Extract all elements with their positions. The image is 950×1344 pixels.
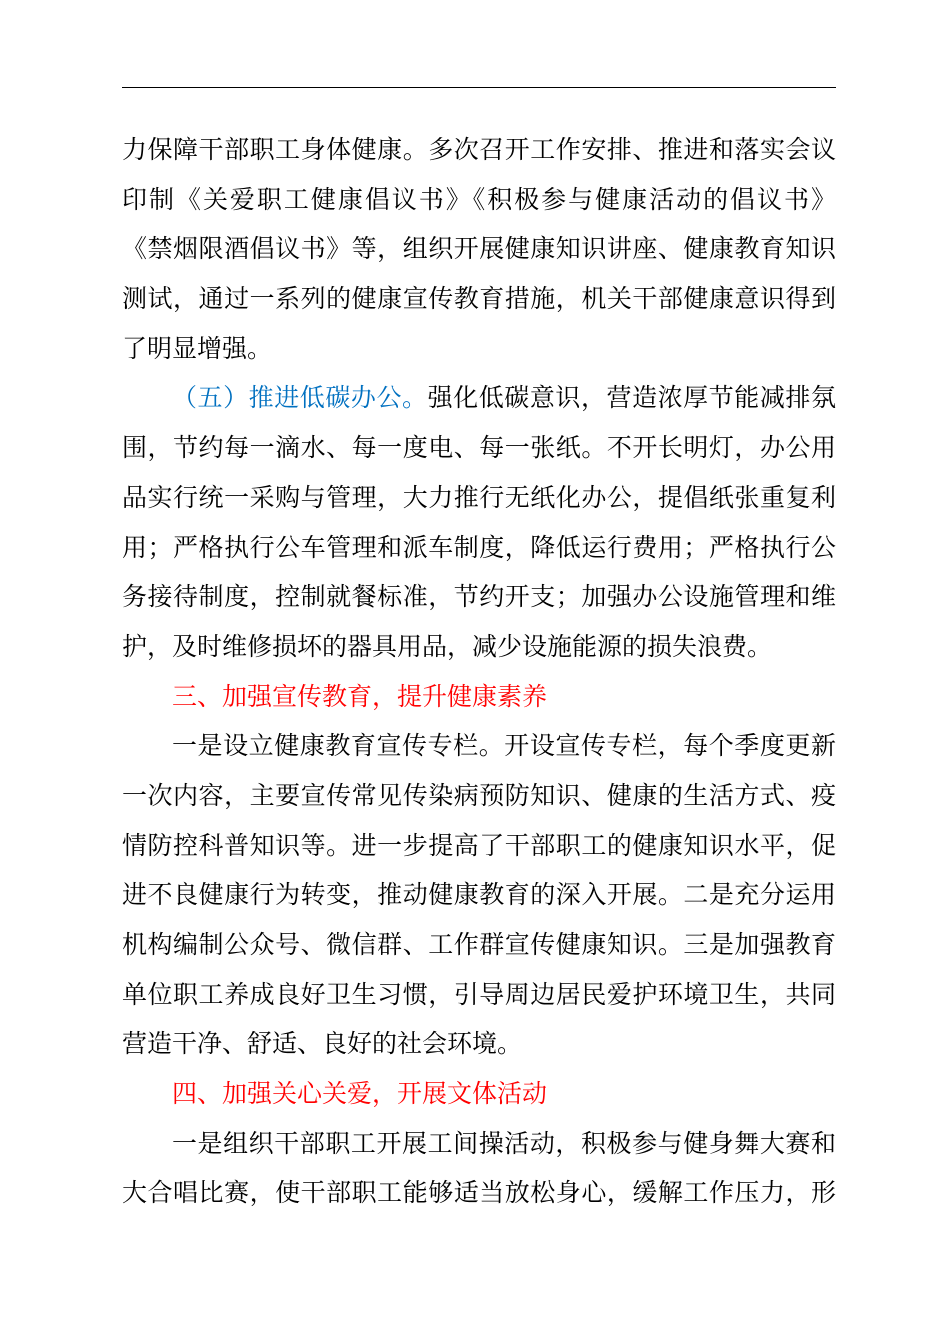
subsection-heading: （五）推进低碳办公。 [172,383,428,413]
text-line: 机构编制公众号、微信群、工作群宣传健康知识。三是加强教育 [122,930,836,959]
text-line: 单位职工养成良好卫生习惯，引导周边居民爱护环境卫生，共同 [122,979,836,1009]
text-line: 《禁烟限酒倡议书》等，组织开展健康知识讲座、健康教育知识 [122,234,836,264]
header-rule [122,87,836,88]
paragraph [122,373,836,671]
text-line: 印制《关爱职工健康倡议书》《积极参与健康活动的倡议书》 [122,184,836,214]
text-run: 强化低碳意识，营造浓厚节能减排氛 [427,383,836,413]
section-heading: 三、加强宣传教育，提升健康素养 [172,681,548,711]
text-line: 护，及时维修损坏的器具用品，减少设施能源的损失浪费。 [122,631,773,661]
text-line: 力保障干部职工身体健康。多次召开工作安排、推进和落实会议 [122,135,836,164]
text-line: 营造干净、舒适、良好的社会环境。 [122,1029,523,1059]
text-line: 一是组织干部职工开展工间操活动，积极参与健身舞大赛和 [172,1128,836,1158]
text-line [122,373,836,423]
text-line: 了明显增强。 [122,333,273,363]
text-line: 一是设立健康教育宣传专栏。开设宣传专栏，每个季度更新 [172,731,836,761]
text-line: 一次内容，主要宣传常见传染病预防知识、健康的生活方式、疫 [122,780,836,810]
paragraph [122,125,836,373]
text-line: 大合唱比赛，使干部职工能够适当放松身心，缓解工作压力，形 [122,1178,836,1208]
text-line: 进不良健康行为转变，推动健康教育的深入开展。二是充分运用 [122,880,836,910]
text-line: 品实行统一采购与管理，大力推行无纸化办公，提倡纸张重复利 [122,482,836,512]
body-text [122,125,836,1218]
text-line: 测试，通过一系列的健康宣传教育措施，机关干部健康意识得到 [122,284,836,314]
text-line: 围，节约每一滴水、每一度电、每一张纸。不开长明灯，办公用 [122,433,836,463]
text-line: 用；严格执行公车管理和派车制度，降低运行费用；严格执行公 [122,532,836,562]
section-heading: 四、加强关心关爱，开展文体活动 [172,1079,548,1109]
paragraph [122,1119,836,1218]
text-line: 情防控科普知识等。进一步提高了干部职工的健康知识水平，促 [122,830,836,860]
text-line: 务接待制度，控制就餐标准，节约开支；加强办公设施管理和维 [122,582,836,612]
paragraph [122,721,836,1069]
